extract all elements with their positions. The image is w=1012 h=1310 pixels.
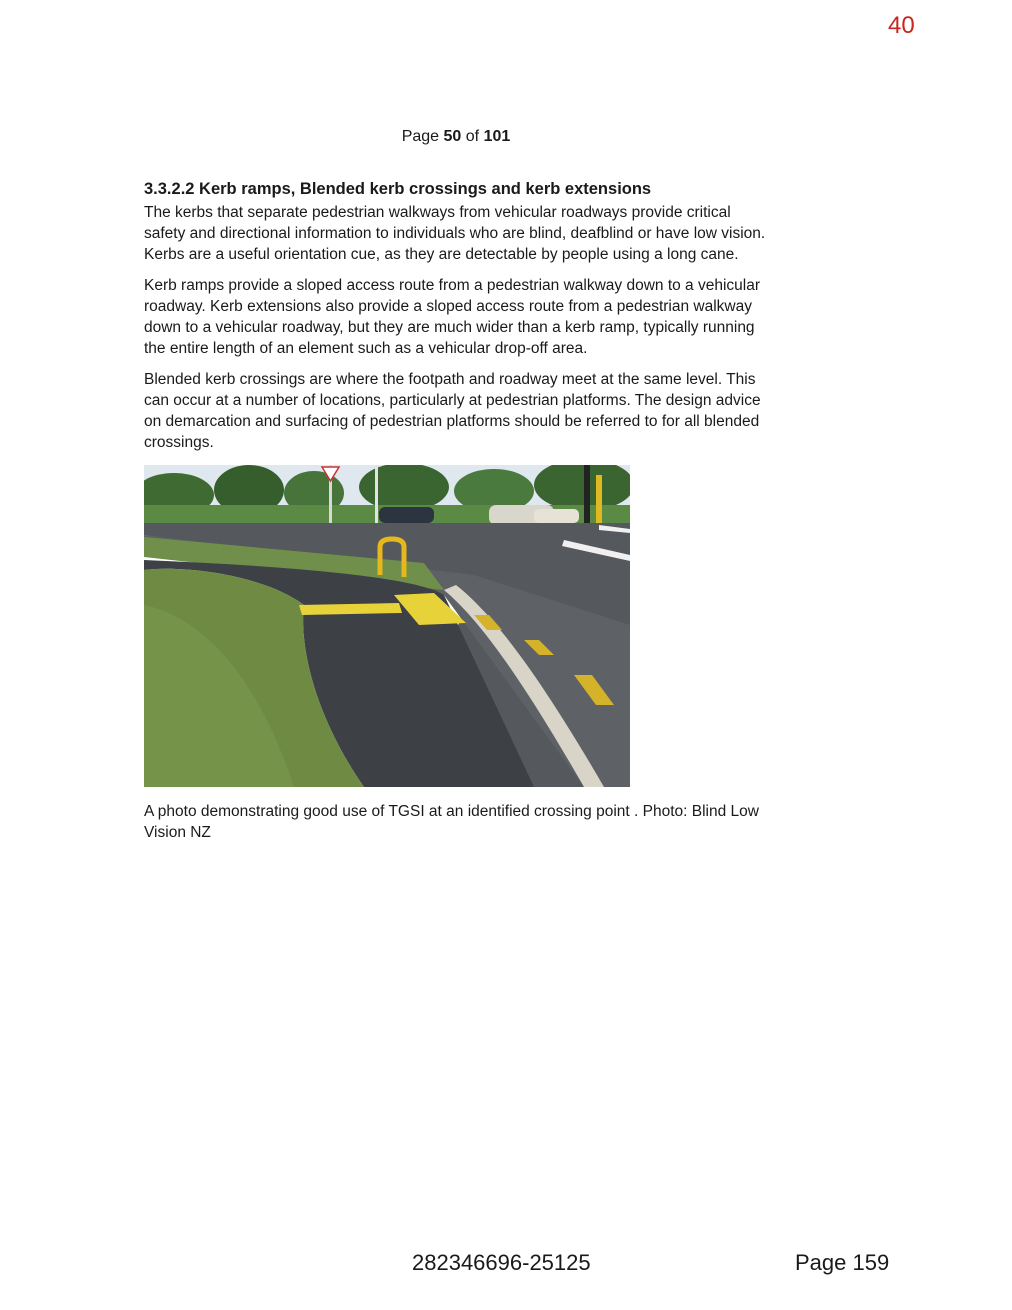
main-content	[144, 179, 776, 843]
paragraph-kerb-ramps: Kerb ramps provide a sloped access route from a pedestrian walkway down to a vehicular roadway. Kerb extensions also provide a sloped access route from a pedestrian walkway down to a vehicular roadway, but they are much wider than a kerb ramp, typically running the entire length of an element such as a vehicular drop-off area.	[144, 277, 761, 357]
total-pages: 101	[483, 128, 511, 145]
section-heading: 3.3.2.2 Kerb ramps, Blended kerb crossings and kerb extensions	[144, 180, 652, 198]
footer-page-number: Page 159	[795, 1250, 890, 1275]
photo-caption: A photo demonstrating good use of TGSI at an identified crossing point . Photo: Blind Low Vision NZ	[144, 803, 759, 841]
page-word: Page	[401, 128, 440, 145]
page-counter	[0, 128, 912, 146]
current-page: 50	[443, 128, 462, 145]
stamp-page-number: 40	[888, 12, 915, 39]
of-word: of	[465, 128, 480, 145]
footer-document-id: 282346696-25125	[412, 1250, 591, 1275]
crossing-photo	[144, 465, 630, 787]
paragraph-blended-crossings: Blended kerb crossings are where the footpath and roadway meet at the same level. This can occur at a number of locations, particularly at pedestrian platforms. The design advice on demarcation and surfacing of pedestrian platforms should be referred to for all blended crossings.	[144, 371, 761, 451]
paragraph-kerbs: The kerbs that separate pedestrian walkways from vehicular roadways provide critical safety and directional information to individuals who are blind, deafblind or have low vision. Kerbs are a useful orientation cue, as they are detectable by people using a long cane.	[144, 204, 766, 263]
